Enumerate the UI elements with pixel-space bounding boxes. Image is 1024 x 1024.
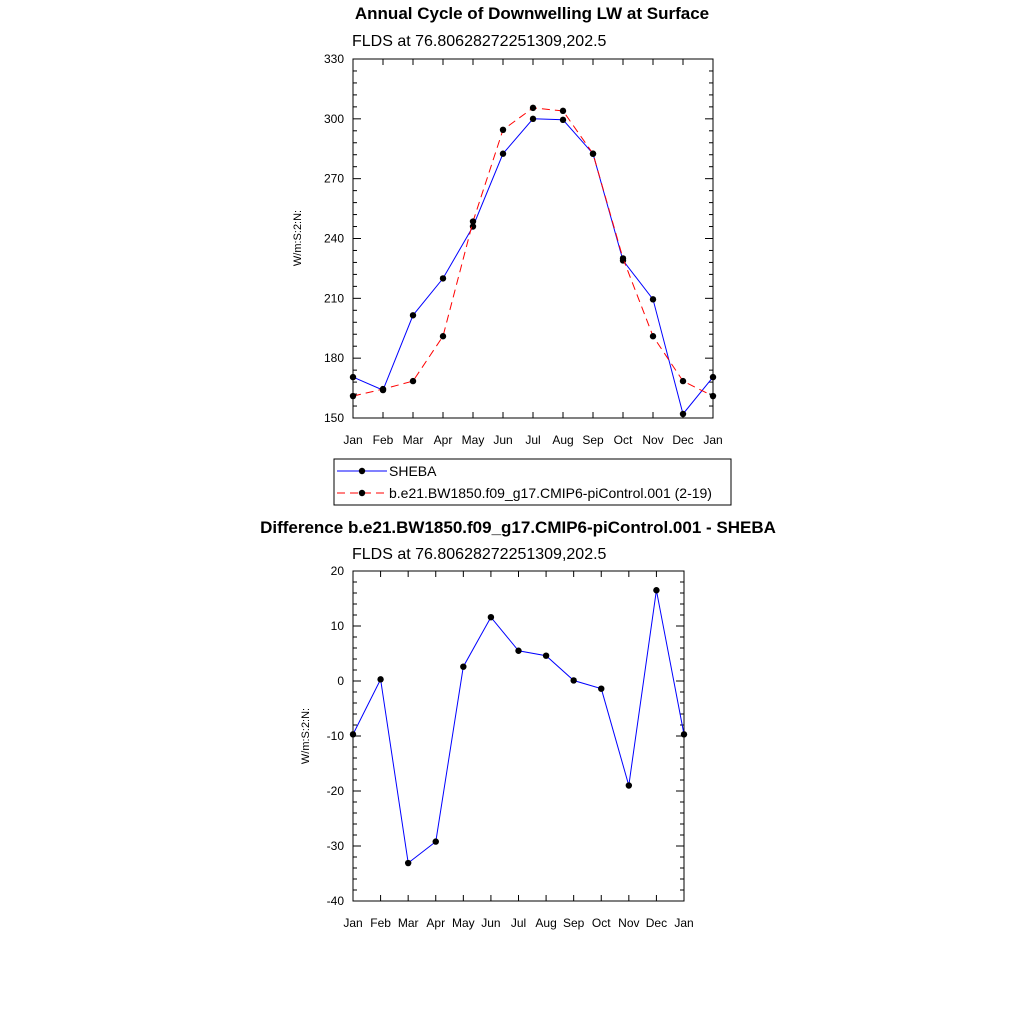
chart1-y-tick-label: 180: [323, 351, 344, 366]
chart2-series-0-point: [681, 731, 687, 737]
chart1-series-1-point: [620, 255, 626, 261]
chart2-x-tick-label: Aug: [535, 916, 557, 930]
chart2-x-tick-label: Apr: [426, 916, 446, 930]
chart2-series-0-point: [350, 731, 356, 737]
chart2-series-0-point: [405, 860, 411, 866]
chart1-y-tick-label: 270: [323, 171, 344, 186]
chart1-series-0-point: [500, 151, 506, 157]
chart1-series-1-point: [710, 393, 716, 399]
chart2-series-0-point: [515, 648, 521, 654]
chart1-series-0-point: [680, 411, 686, 417]
chart1-y-axis-label: W/m:S:2:N:: [292, 209, 304, 267]
chart2-x-tick-label: Oct: [591, 916, 611, 930]
chart2-series-0-point: [570, 677, 576, 683]
chart2-x-tick-label: Nov: [618, 916, 640, 930]
chart2-y-tick-label: -30: [326, 839, 344, 853]
chart1-series-1-point: [560, 108, 566, 114]
chart1-title: Annual Cycle of Downwelling LW at Surface: [354, 4, 710, 23]
chart2-series-0-point: [377, 676, 383, 682]
chart2-x-tick-label: Jan: [674, 916, 694, 930]
chart1-y-tick-label: 330: [323, 52, 344, 66]
chart1-series-1-point: [680, 378, 686, 384]
chart1-series-1-point: [380, 386, 386, 392]
chart1-series-1-point: [410, 378, 416, 384]
chart2-x-tick-label: Jun: [481, 916, 501, 930]
chart1-series-0-point: [530, 116, 536, 122]
chart1-y-tick-label: 300: [323, 111, 344, 126]
chart2-y-tick-label: -40: [326, 894, 344, 908]
chart1-series-1-point: [440, 333, 446, 339]
chart1-series-0-point: [440, 275, 446, 281]
chart1-subtitle: FLDS at 76.80628272251309,202.5: [352, 33, 607, 50]
chart2-title: Difference b.e21.BW1850.f09_g17.CMIP6-piControl.001 - SHEBA: [260, 518, 776, 537]
chart1-series-1-point: [350, 393, 356, 399]
chart2-series-0-point: [543, 653, 549, 659]
chart2-series-0-point: [460, 664, 466, 670]
chart1-x-tick-label: Mar: [402, 433, 424, 447]
chart2-plot-frame: [353, 571, 684, 901]
chart2-series-0-point: [488, 614, 494, 620]
chart1-x-tick-label: Jan: [343, 433, 363, 447]
chart1-x-tick-label: Dec: [672, 433, 694, 447]
chart1-y-tick-label: 240: [323, 231, 344, 246]
chart1-series-1-point: [650, 333, 656, 339]
chart1-series-1-point: [590, 151, 596, 157]
legend-sheba-label: SHEBA: [389, 463, 437, 479]
chart1-plot-frame: [353, 59, 713, 418]
chart1-series-1-point: [500, 127, 506, 133]
chart2-series-0-point: [653, 587, 659, 593]
chart2-subtitle: FLDS at 76.80628272251309,202.5: [352, 546, 607, 563]
chart1-x-tick-label: Nov: [642, 433, 664, 447]
chart1-x-tick-label: Feb: [372, 433, 394, 447]
chart1-x-tick-label: Apr: [433, 433, 453, 447]
chart1-series-1-point: [530, 105, 536, 111]
chart2-series-0-point: [626, 782, 632, 788]
chart2-y-tick-label: -20: [326, 784, 344, 798]
chart2-x-tick-label: Sep: [562, 916, 585, 930]
chart2-x-tick-label: Mar: [397, 916, 419, 930]
chart2-series-group: [350, 587, 687, 866]
chart2-ticks: [327, 564, 694, 930]
chart2-x-tick-label: Dec: [645, 916, 668, 930]
chart1-x-tick-label: Aug: [552, 433, 574, 447]
chart1-legend: [334, 459, 731, 505]
chart1-series-0-point: [560, 117, 566, 123]
chart1-x-tick-label: Jan: [703, 433, 723, 447]
chart1-x-tick-label: May: [461, 433, 485, 447]
chart1-x-tick-label: Sep: [582, 433, 604, 447]
legend-model-marker: [359, 490, 365, 496]
chart1-x-tick-label: Oct: [613, 433, 633, 447]
chart2-series-line-0: [353, 590, 684, 863]
chart1-series-1-point: [470, 218, 476, 224]
chart1-series-0-point: [350, 374, 356, 380]
chart2-x-tick-label: Jul: [510, 916, 527, 930]
chart2-y-tick-label: -10: [326, 729, 344, 743]
legend-model-label: b.e21.BW1850.f09_g17.CMIP6-piControl.001 (2-19): [389, 485, 712, 501]
chart2-x-tick-label: May: [451, 916, 475, 930]
chart1-series-line-0: [353, 119, 713, 414]
legend-sheba-marker: [359, 468, 365, 474]
chart1-series-0-point: [410, 312, 416, 318]
chart2-series-0-point: [433, 838, 439, 844]
chart2-y-tick-label: 10: [330, 619, 344, 633]
chart1-series-0-point: [710, 374, 716, 380]
chart2-y-tick-label: 0: [337, 674, 344, 688]
chart1-y-tick-label: 150: [323, 411, 344, 425]
chart2-series-0-point: [598, 686, 604, 692]
chart2-x-tick-label: Feb: [370, 916, 391, 930]
chart2-x-tick-label: Jan: [343, 916, 363, 930]
chart1-series-line-1: [353, 108, 713, 396]
chart2-y-axis-label: W/m:S:2:N:: [300, 707, 312, 765]
chart2-y-tick-label: 20: [330, 564, 344, 578]
chart1-y-tick-label: 210: [323, 291, 344, 306]
chart1-series-group: [350, 105, 716, 418]
chart1-x-tick-label: Jul: [525, 433, 541, 447]
chart1-series-0-point: [650, 296, 656, 302]
chart1-x-tick-label: Jun: [493, 433, 513, 447]
